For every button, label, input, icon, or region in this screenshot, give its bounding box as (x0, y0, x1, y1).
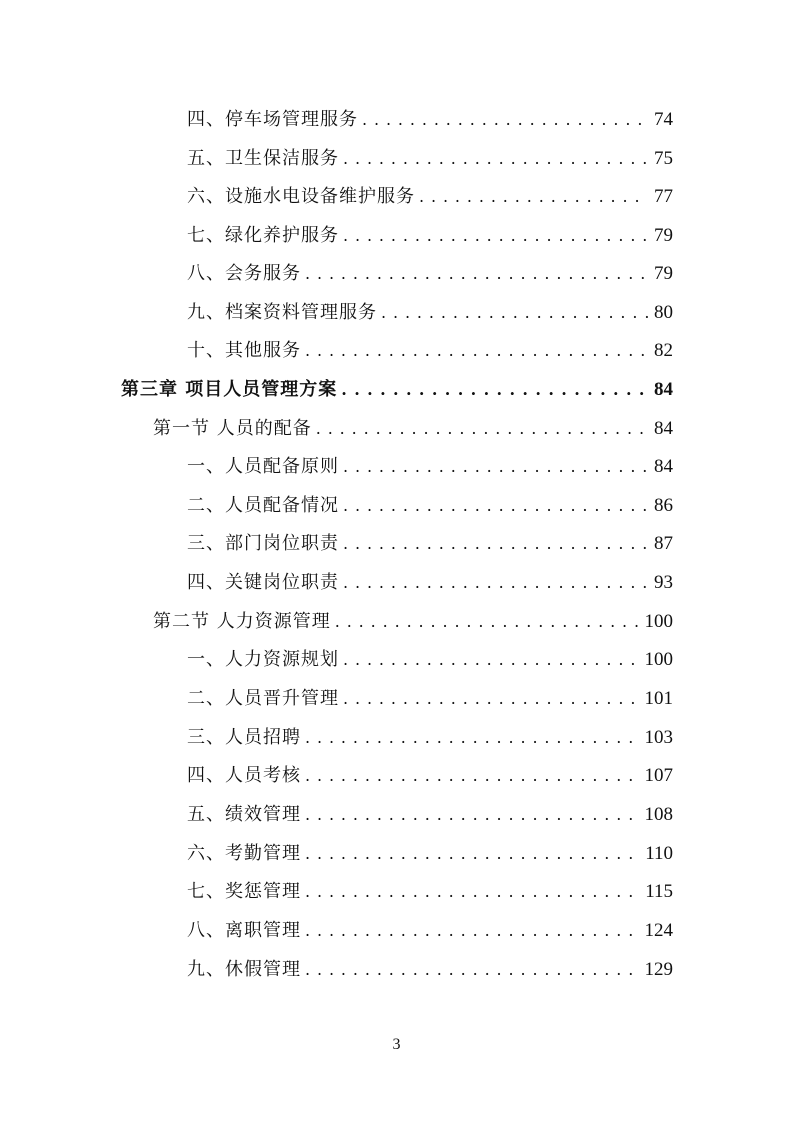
toc-entry-title: 二、人员配备情况 (187, 495, 339, 516)
toc-entry-title: 二、人员晋升管理 (187, 688, 339, 709)
toc-entry-title: 八、会务服务 (187, 263, 301, 284)
toc-entry-title: 九、休假管理 (187, 959, 301, 980)
toc-entry-page: 75 (654, 148, 673, 169)
toc-entry-page: 129 (644, 959, 673, 980)
toc-entry[interactable] (187, 140, 673, 178)
toc-dot-leader (305, 835, 639, 873)
toc-entry-page: 107 (644, 765, 673, 786)
toc-entry-page: 100 (644, 611, 673, 632)
toc-dot-leader (343, 448, 648, 486)
toc-entry-page: 82 (654, 340, 673, 361)
toc-dot-leader (341, 371, 648, 409)
toc-section-entry[interactable] (153, 410, 673, 448)
toc-entry[interactable] (187, 332, 673, 370)
toc-entry[interactable] (187, 873, 673, 911)
toc-dot-leader (343, 525, 648, 563)
toc-dot-leader (305, 757, 639, 795)
toc-entry-page: 79 (654, 263, 673, 284)
toc-entry[interactable] (187, 641, 673, 679)
toc-entry-page: 86 (654, 495, 673, 516)
toc-entry-title: 第三章 项目人员管理方案 (121, 379, 338, 400)
toc-dot-leader (305, 719, 639, 757)
toc-entry-title: 一、人力资源规划 (187, 649, 339, 670)
toc-entry-title: 三、部门岗位职责 (187, 533, 339, 554)
toc-entry[interactable] (187, 178, 673, 216)
toc-dot-leader (381, 294, 648, 332)
toc-dot-leader (419, 178, 648, 216)
toc-entry-page: 87 (654, 533, 673, 554)
page-number: 3 (392, 1036, 401, 1053)
toc-dot-leader (305, 796, 639, 834)
toc-entry[interactable] (187, 835, 673, 873)
toc-section-entry[interactable] (153, 603, 673, 641)
toc-entry-title: 四、停车场管理服务 (187, 109, 358, 130)
toc-entry-title: 七、绿化养护服务 (187, 225, 339, 246)
toc-entry[interactable] (187, 796, 673, 834)
toc-entry-title: 六、考勤管理 (187, 843, 301, 864)
toc-entry-page: 74 (654, 109, 673, 130)
toc-entry-title: 九、档案资料管理服务 (187, 302, 377, 323)
toc-entry-page: 79 (654, 225, 673, 246)
toc-dot-leader (343, 217, 648, 255)
toc-entry-title: 八、离职管理 (187, 920, 301, 941)
toc-dot-leader (305, 873, 639, 911)
toc-entry[interactable] (187, 564, 673, 602)
toc-dot-leader (343, 641, 639, 679)
toc-entry-page: 110 (645, 843, 673, 864)
toc-entry[interactable] (187, 294, 673, 332)
toc-dot-leader (305, 951, 639, 989)
toc-entry[interactable] (187, 719, 673, 757)
toc-entry[interactable] (187, 951, 673, 989)
toc-chapter-entry[interactable] (121, 371, 673, 409)
toc-entry-title: 第二节 人力资源管理 (153, 611, 331, 632)
toc-entry-title: 五、绩效管理 (187, 804, 301, 825)
toc-entry-title: 十、其他服务 (187, 340, 301, 361)
toc-entry-title: 四、关键岗位职责 (187, 572, 339, 593)
toc-entry-title: 三、人员招聘 (187, 727, 301, 748)
toc-entry[interactable] (187, 255, 673, 293)
toc-dot-leader (305, 912, 639, 950)
toc-entry-title: 六、设施水电设备维护服务 (187, 186, 415, 207)
toc-dot-leader (343, 140, 648, 178)
toc-entry-page: 100 (644, 649, 673, 670)
toc-entry-page: 124 (644, 920, 673, 941)
toc-entry[interactable] (187, 487, 673, 525)
toc-dot-leader (343, 680, 639, 718)
toc-dot-leader (343, 487, 648, 525)
toc-entry-page: 84 (654, 418, 673, 439)
toc-entry[interactable] (187, 525, 673, 563)
toc-entry-title: 七、奖惩管理 (187, 881, 301, 902)
toc-entry-page: 101 (644, 688, 673, 709)
toc-entry-page: 93 (654, 572, 673, 593)
toc-entry[interactable] (187, 101, 673, 139)
toc-entry-title: 第一节 人员的配备 (153, 418, 312, 439)
toc-entry[interactable] (187, 217, 673, 255)
toc-dot-leader (305, 255, 648, 293)
toc-dot-leader (305, 332, 648, 370)
toc-dot-leader (316, 410, 648, 448)
toc-entry-title: 四、人员考核 (187, 765, 301, 786)
toc-dot-leader (335, 603, 639, 641)
toc-entry-page: 84 (654, 456, 673, 477)
toc-entry-page: 84 (654, 379, 673, 400)
toc-dot-leader (343, 564, 648, 602)
toc-entry-title: 一、人员配备原则 (187, 456, 339, 477)
toc-entry[interactable] (187, 757, 673, 795)
toc-entry-page: 115 (645, 881, 673, 902)
toc-entry[interactable] (187, 680, 673, 718)
toc-dot-leader (362, 101, 648, 139)
toc-entry-page: 108 (644, 804, 673, 825)
toc-entry-page: 77 (654, 186, 673, 207)
toc-entry[interactable] (187, 912, 673, 950)
toc-entry-page: 80 (654, 302, 673, 323)
toc-entry[interactable] (187, 448, 673, 486)
toc-entry-page: 103 (644, 727, 673, 748)
toc-entry-title: 五、卫生保洁服务 (187, 148, 339, 169)
